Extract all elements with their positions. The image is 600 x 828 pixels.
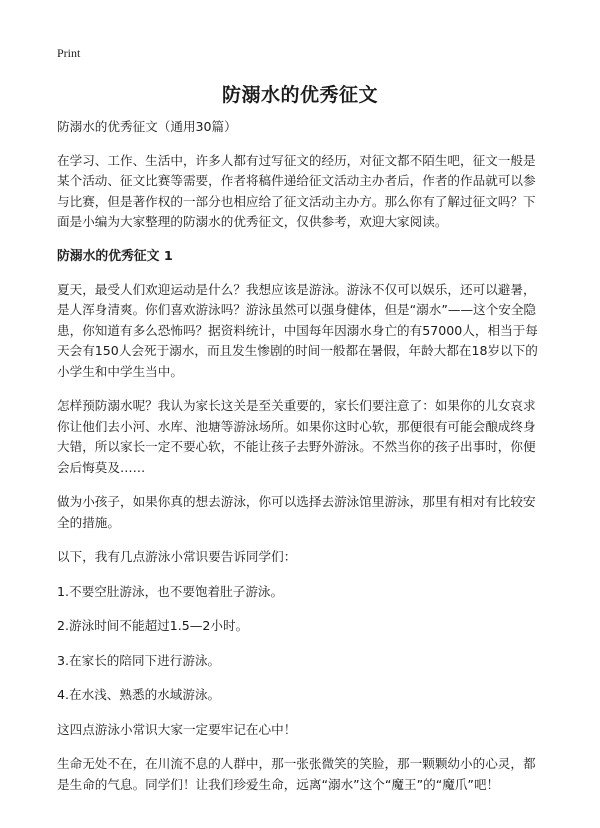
paragraph-6: 生命无处不在，在川流不息的人群中，那一张张微笑的笑脸，那一颗颗幼小的心灵，都是生命的气息。同学们！让我们珍爱生命，远离“溺水”这个“魔王”的“魔爪”吧！ <box>57 756 536 792</box>
section-heading: 防溺水的优秀征文 1 <box>57 248 173 264</box>
tip-4: 4.在水浅、熟悉的水域游泳。 <box>57 687 221 702</box>
tip-1: 1.不要空肚游泳，也不要饱着肚子游泳。 <box>57 583 284 599</box>
page-title: 防溺水的优秀征文 <box>221 84 378 106</box>
print-link[interactable]: Print <box>57 46 81 60</box>
paragraph-3: 做为小孩子，如果你真的想去游泳，你可以选择去游泳馆里游泳，那里有相对有比较安全的措施。 <box>57 494 536 530</box>
paragraph-1: 夏天，最受人们欢迎运动是什么？我想应该是游泳。游泳不仅可以娱乐，还可以避暑，是人浑身清爽。你们喜欢游泳吗？游泳虽然可以强身健体，但是“溺水”——这个安全隐患，你知道有多么恐怖吗？据资料统计，中国每年因溺水身亡的有57000人，相当于每天会有150人会死于溺水，而且发生惨剧的时间一般都在暑假，年龄大都在18岁以下的小学生和中学生当中。 <box>57 281 538 379</box>
paragraph-2: 怎样预防溺水呢？我认为家长这关是至关重要的，家长们要注意了：如果你的儿女哀求你让他们去小河、水库、池塘等游泳场所。如果你这时心软，那便很有可能会酿成终身大错，所以家长一定不要心软，不能让孩子去野外游泳。不然当你的孩子出事时，你便会后悔莫及…… <box>57 398 536 475</box>
article-subtitle: 防溺水的优秀征文（通用30篇） <box>57 119 237 134</box>
paragraph-5: 这四点游泳小常识大家一定要牢记在心中！ <box>57 721 297 737</box>
tip-3: 3.在家长的陪同下进行游泳。 <box>57 652 221 668</box>
intro-paragraph: 在学习、工作、生活中，许多人都有过写征文的经历，对征文都不陌生吧，征文一般是某个活动、征文比赛等需要，作者将稿件递给征文活动主办者后，作者的作品就可以参与比赛，但是著作权的一部分也相应给了征文活动主办方。那么你有了解过征文吗？下面是小编为大家整理的防溺水的优秀征文，仅供参考，欢迎大家阅读。 <box>57 152 536 229</box>
tip-2: 2.游泳时间不能超过1.5—2小时。 <box>57 618 249 633</box>
paragraph-4: 以下，我有几点游泳小常识要告诉同学们： <box>57 549 297 564</box>
article-body <box>57 117 547 809</box>
